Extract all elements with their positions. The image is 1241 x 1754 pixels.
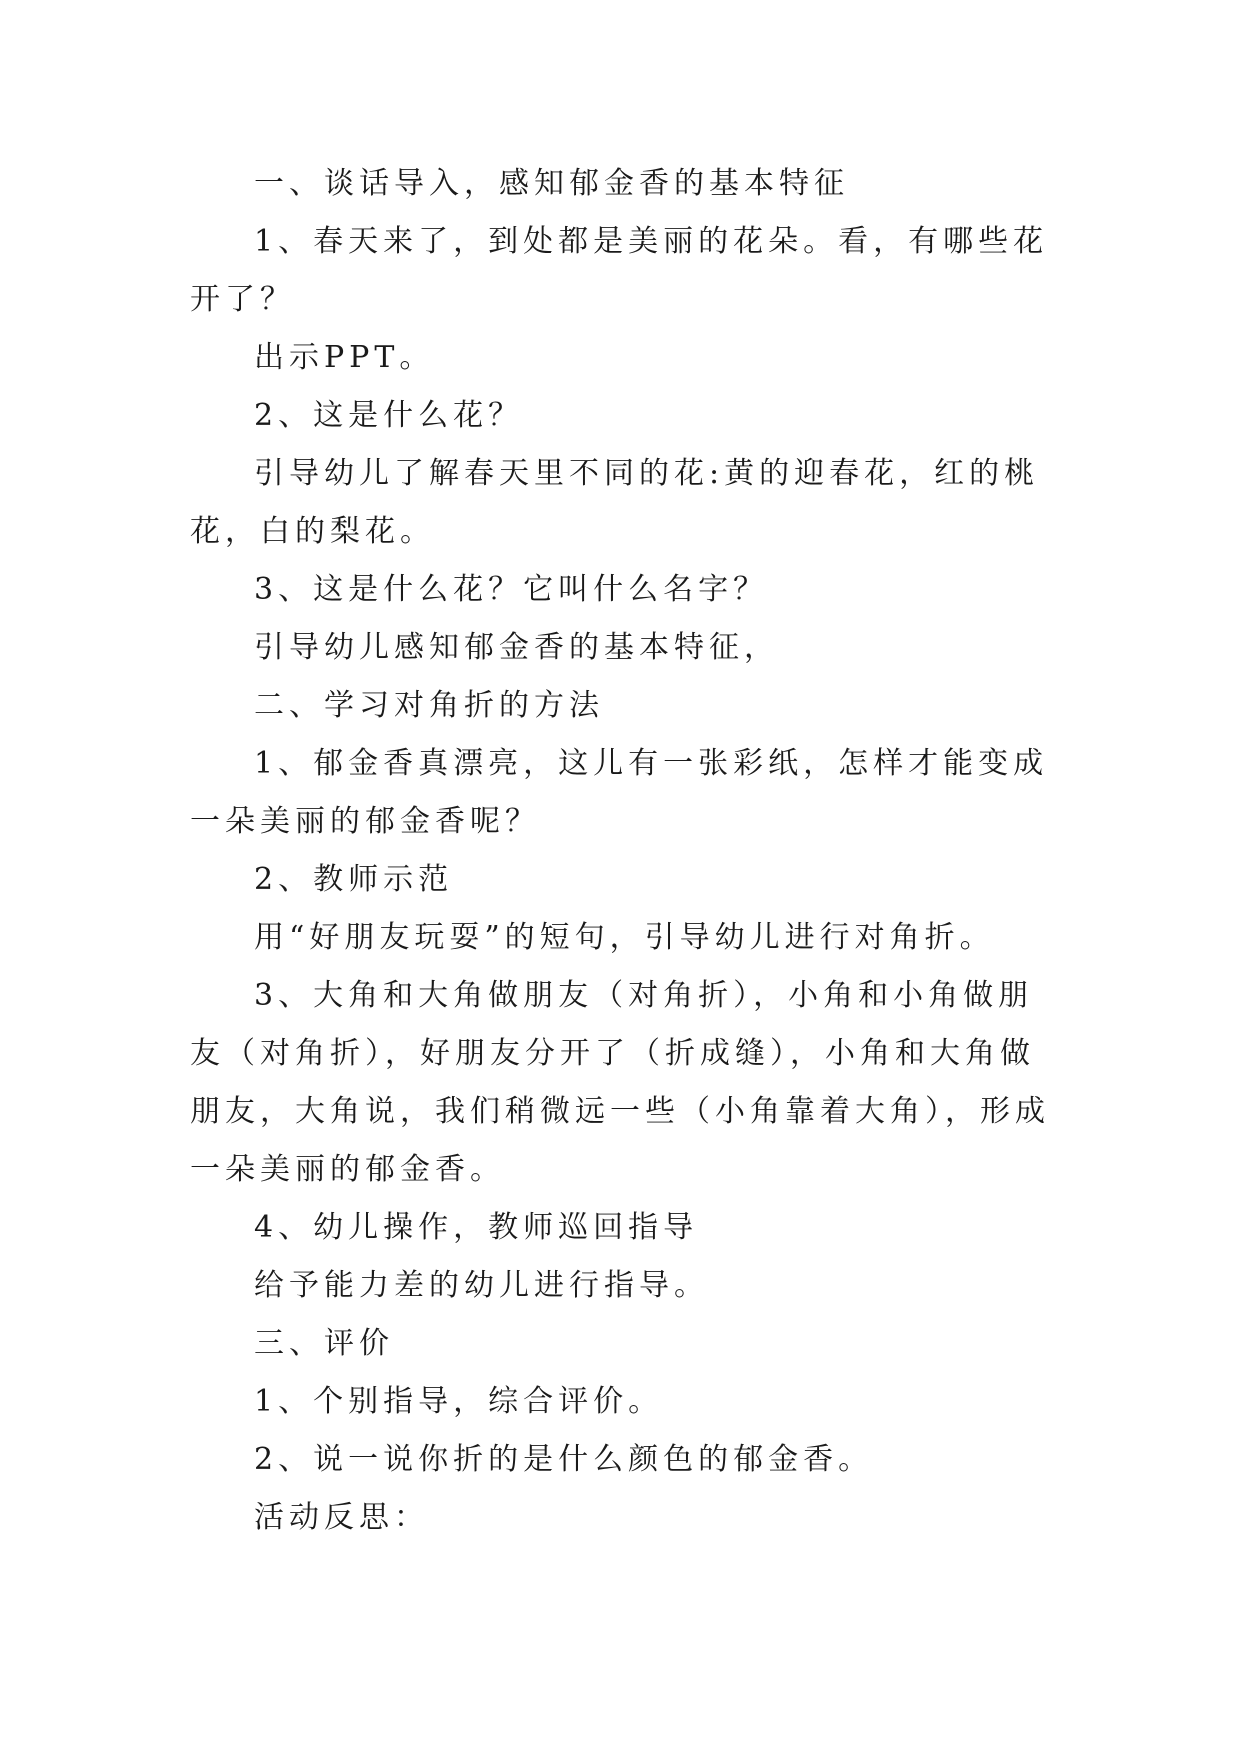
section-heading-evaluation: 三、评价 xyxy=(254,1326,394,1361)
paragraph: 4、幼儿操作，教师巡回指导 xyxy=(254,1210,699,1245)
paragraph: 2、说一说你折的是什么颜色的郁金香。 xyxy=(254,1442,874,1477)
paragraph: 引导幼儿了解春天里不同的花:黄的迎春花，红的桃花，白的梨花。 xyxy=(190,456,1040,549)
paragraph: 3、大角和大角做朋友（对角折），小角和小角做朋友（对角折），好朋友分开了（折成缝），小角和大角做朋友，大角说，我们稍微远一些（小角靠着大角），形成一朵美丽的郁金香。 xyxy=(190,978,1050,1187)
paragraph: 1、个别指导，综合评价。 xyxy=(254,1384,664,1419)
paragraph: 引导幼儿感知郁金香的基本特征， xyxy=(254,630,779,665)
paragraph: 2、教师示范 xyxy=(254,862,454,897)
paragraph: 用“好朋友玩耍”的短句，引导幼儿进行对角折。 xyxy=(254,920,995,955)
paragraph: 2、这是什么花？ xyxy=(254,398,524,433)
paragraph: 给予能力差的幼儿进行指导。 xyxy=(254,1268,709,1303)
paragraph: 3、这是什么花？它叫什么名字？ xyxy=(254,572,769,607)
paragraph: 1、春天来了，到处都是美丽的花朵。看，有哪些花开了？ xyxy=(190,224,1049,317)
paragraph: 1、郁金香真漂亮，这儿有一张彩纸，怎样才能变成一朵美丽的郁金香呢？ xyxy=(190,746,1049,839)
section-heading-intro: 一、谈话导入，感知郁金香的基本特征 xyxy=(254,166,849,201)
paragraph: 出示PPT。 xyxy=(254,340,435,375)
section-heading-reflection: 活动反思： xyxy=(254,1500,429,1535)
section-heading-folding: 二、学习对角折的方法 xyxy=(254,688,604,723)
document-page xyxy=(190,155,1060,1547)
